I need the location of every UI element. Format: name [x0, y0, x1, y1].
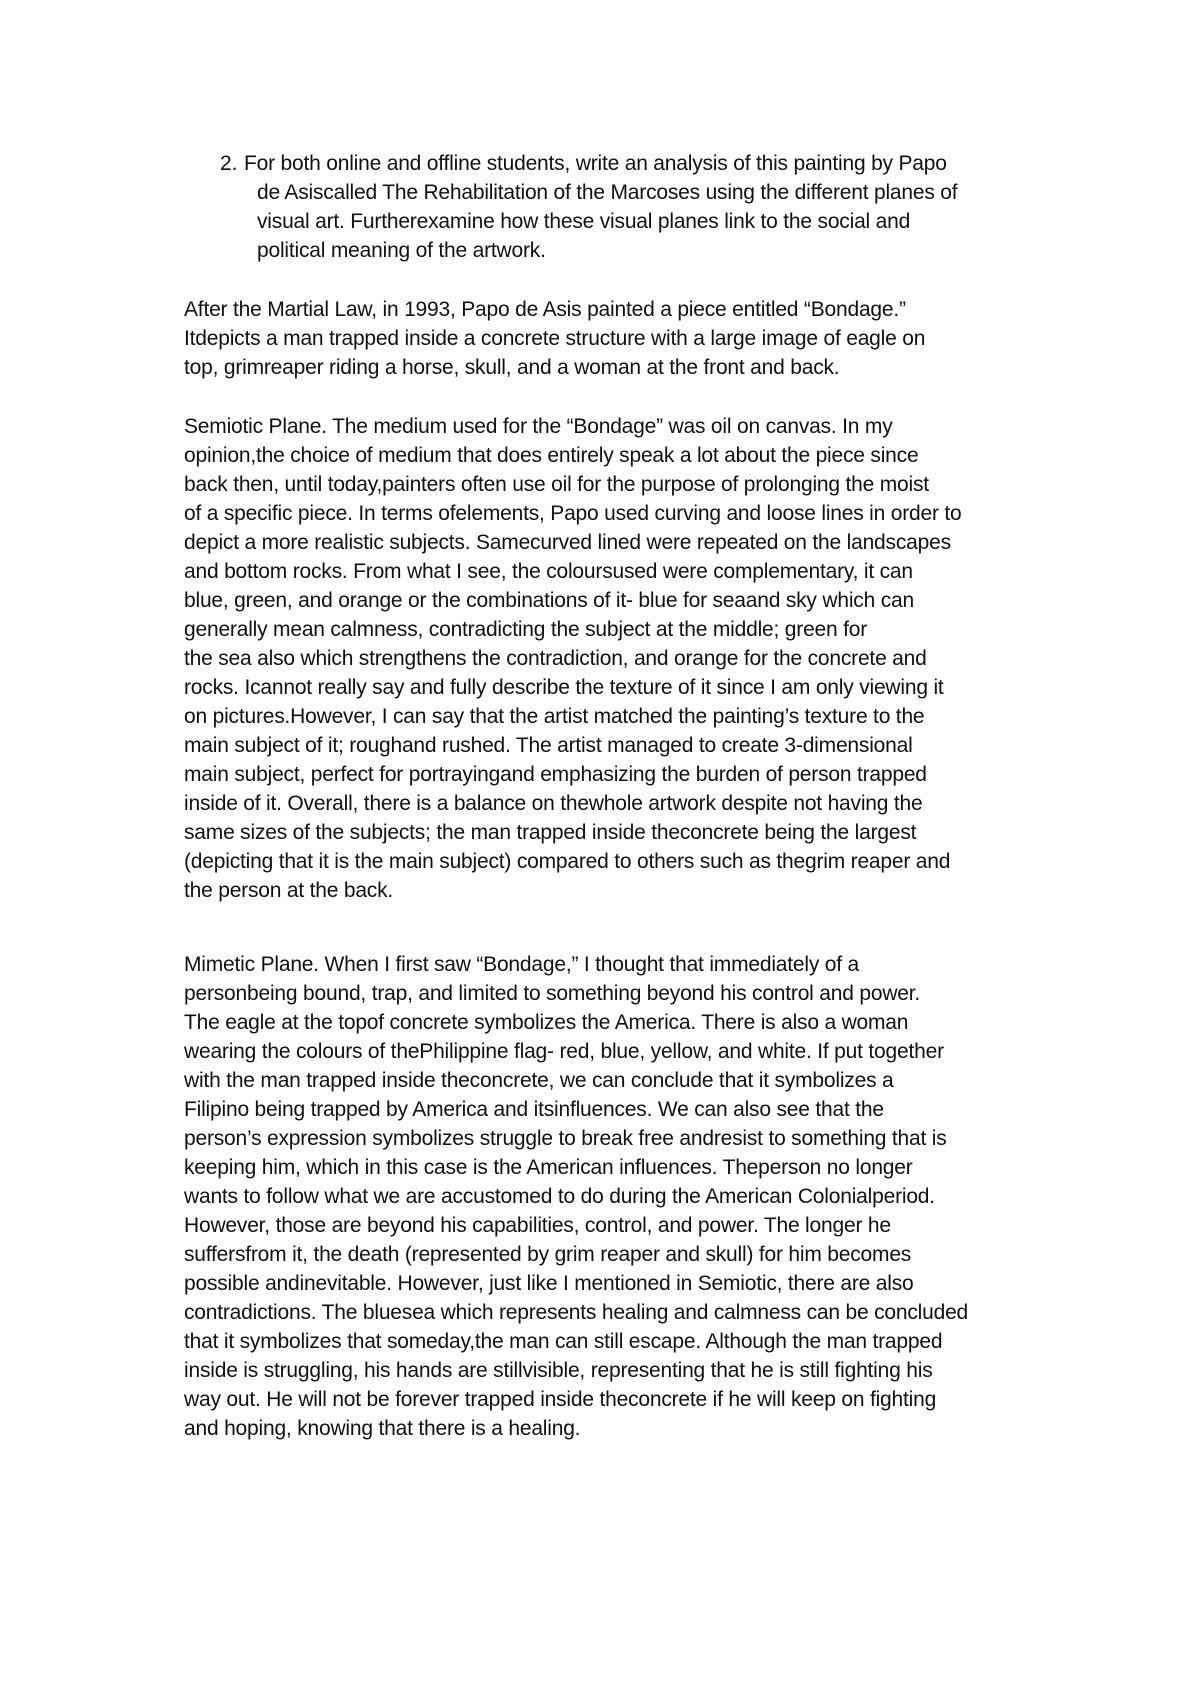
mimetic-line: Mimetic Plane. When I first saw “Bondage,” I thought that immediately of a	[184, 953, 860, 976]
semiotic-line: (depicting that it is the main subject) compared to others such as thegrim reaper and	[184, 850, 951, 873]
mimetic-line: inside is struggling, his hands are stillvisible, representing that he is still fighting his	[184, 1359, 933, 1382]
semiotic-line: and bottom rocks. From what I see, the coloursused were complementary, it can	[184, 560, 913, 583]
mimetic-line: The eagle at the topof concrete symbolizes the America. There is also a woman	[184, 1011, 909, 1034]
mimetic-line: wearing the colours of thePhilippine flag- red, blue, yellow, and white. If put together	[184, 1040, 944, 1063]
semiotic-line: same sizes of the subjects; the man trapped inside theconcrete being the largest	[184, 821, 917, 844]
semiotic-line: opinion,the choice of medium that does entirely speak a lot about the piece since	[184, 444, 919, 467]
semiotic-line: rocks. Icannot really say and fully describe the texture of it since I am only viewing it	[184, 676, 944, 699]
mimetic-line: personbeing bound, trap, and limited to something beyond his control and power.	[184, 982, 921, 1005]
semiotic-line: inside of it. Overall, there is a balance on thewhole artwork despite not having the	[184, 792, 923, 815]
question-number: 2.	[220, 152, 238, 175]
question-line: de Asiscalled The Rehabilitation of the Marcoses using the different planes of	[257, 181, 958, 204]
mimetic-line: person’s expression symbolizes struggle to break free andresist to something that is	[184, 1127, 947, 1150]
mimetic-line: way out. He will not be forever trapped inside theconcrete if he will keep on fighting	[184, 1388, 937, 1411]
mimetic-line: contradictions. The bluesea which represents healing and calmness can be concluded	[184, 1301, 969, 1324]
semiotic-line: main subject, perfect for portrayingand emphasizing the burden of person trapped	[184, 763, 927, 786]
mimetic-line: with the man trapped inside theconcrete, we can conclude that it symbolizes a	[184, 1069, 894, 1092]
mimetic-line: wants to follow what we are accustomed to do during the American Colonialperiod.	[184, 1185, 935, 1208]
semiotic-line: Semiotic Plane. The medium used for the “Bondage” was oil on canvas. In my	[184, 415, 893, 438]
semiotic-line: generally mean calmness, contradicting the subject at the middle; green for	[184, 618, 868, 641]
intro-line: top, grimreaper riding a horse, skull, and a woman at the front and back.	[184, 356, 840, 379]
mimetic-line: Filipino being trapped by America and itsinfluences. We can also see that the	[184, 1098, 884, 1121]
semiotic-line: main subject of it; roughand rushed. The artist managed to create 3-dimensional	[184, 734, 913, 757]
semiotic-line: depict a more realistic subjects. Samecurved lined were repeated on the landscapes	[184, 531, 951, 554]
semiotic-line: blue, green, and orange or the combinations of it- blue for seaand sky which can	[184, 589, 914, 612]
mimetic-line: keeping him, which in this case is the American influences. Theperson no longer	[184, 1156, 913, 1179]
mimetic-line: possible andinevitable. However, just like I mentioned in Semiotic, there are also	[184, 1272, 914, 1295]
question-line: political meaning of the artwork.	[257, 239, 546, 262]
mimetic-line: suffersfrom it, the death (represented by grim reaper and skull) for him becomes	[184, 1243, 912, 1266]
semiotic-line: back then, until today,painters often use oil for the purpose of prolonging the moist	[184, 473, 929, 496]
mimetic-line: However, those are beyond his capabilities, control, and power. The longer he	[184, 1214, 891, 1237]
question-line: visual art. Furtherexamine how these visual planes link to the social and	[257, 210, 911, 233]
mimetic-line: that it symbolizes that someday,the man can still escape. Although the man trapped	[184, 1330, 943, 1353]
intro-line: After the Martial Law, in 1993, Papo de Asis painted a piece entitled “Bondage.”	[184, 298, 906, 321]
intro-line: Itdepicts a man trapped inside a concrete structure with a large image of eagle on	[184, 327, 926, 350]
semiotic-line: of a specific piece. In terms ofelements, Papo used curving and loose lines in order to	[184, 502, 962, 525]
semiotic-line: the sea also which strengthens the contradiction, and orange for the concrete and	[184, 647, 927, 670]
semiotic-line: the person at the back.	[184, 879, 394, 902]
semiotic-line: on pictures.However, I can say that the artist matched the painting’s texture to the	[184, 705, 925, 728]
mimetic-line: and hoping, knowing that there is a healing.	[184, 1417, 581, 1440]
question-line: For both online and offline students, write an analysis of this painting by Papo	[244, 152, 947, 175]
